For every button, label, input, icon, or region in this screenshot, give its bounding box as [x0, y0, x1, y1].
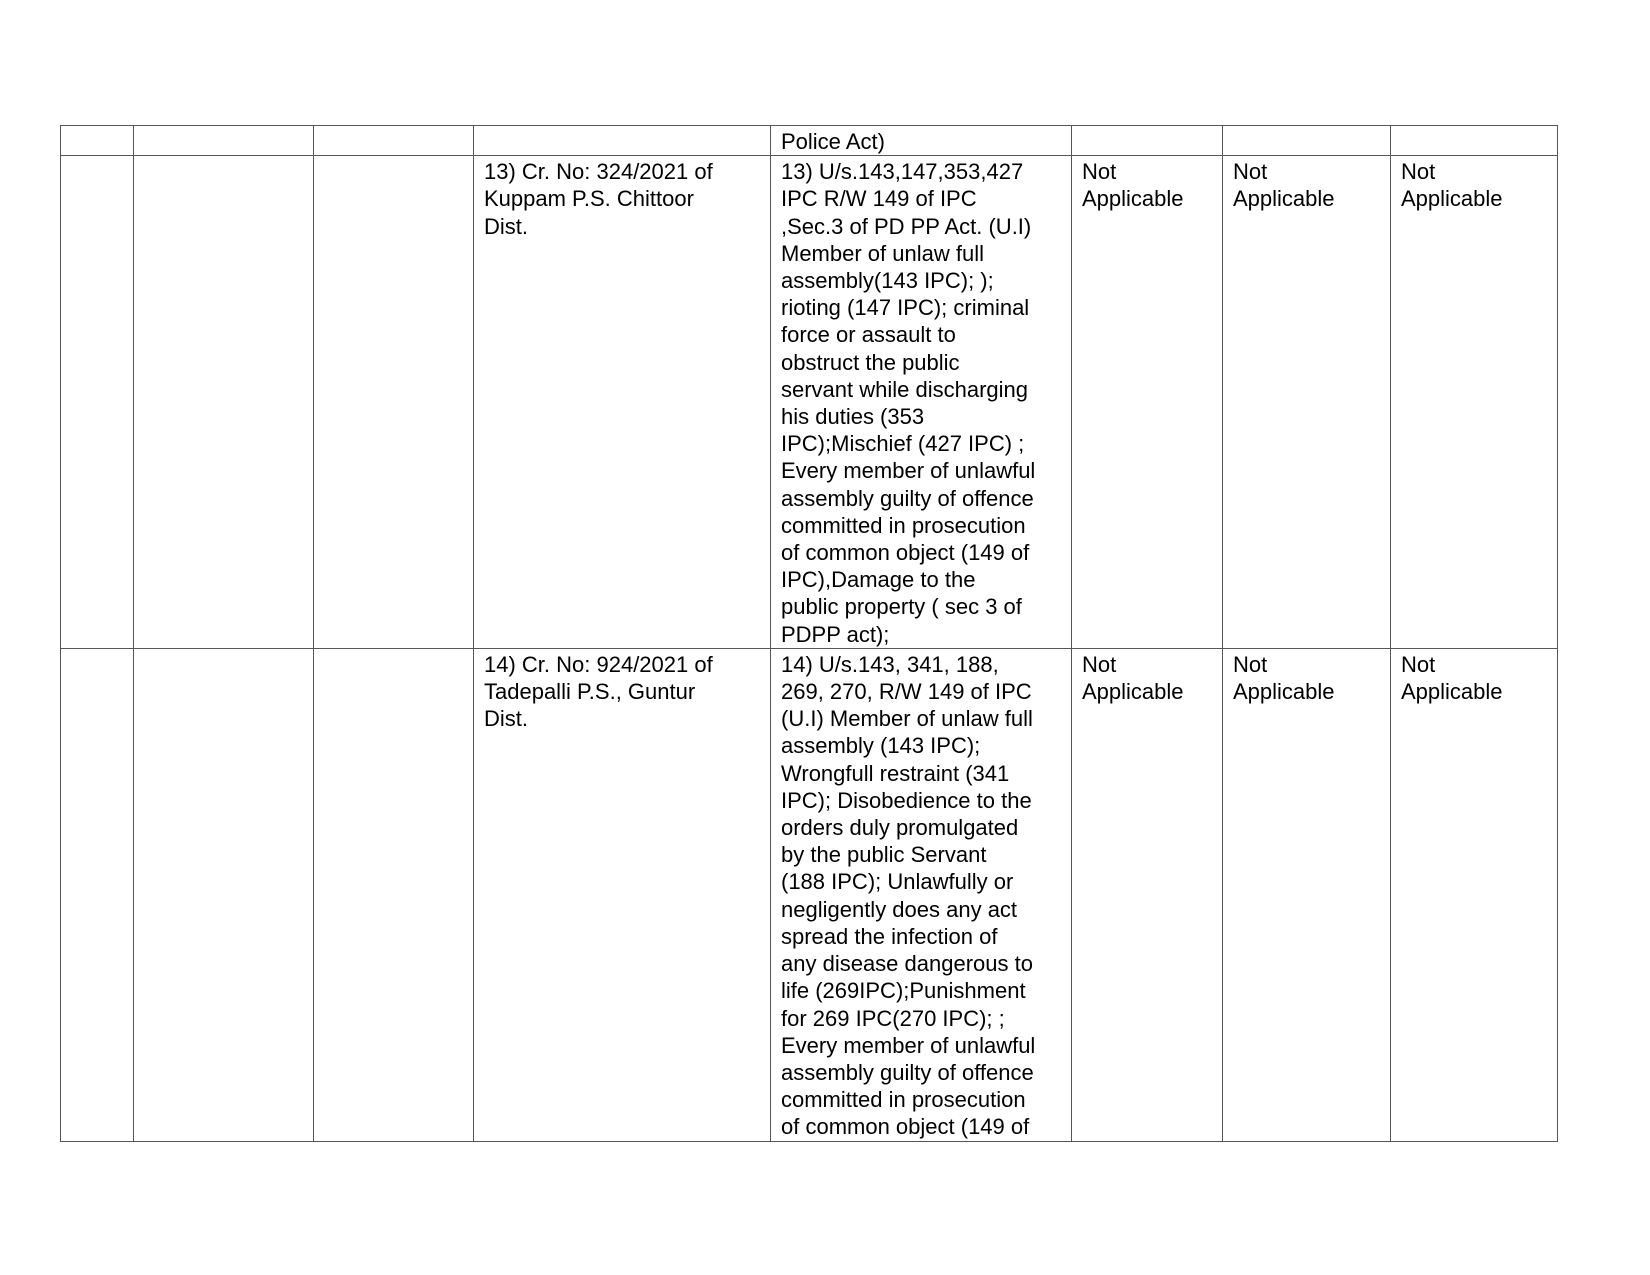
sections-text: 14) U/s.143, 341, 188, 269, 270, R/W 149 of IPC (U.I) Member of unlaw full assembly (143 IPC); Wrongfull restraint (341 IPC); Disobedience to the orders duly promulgated by the public Servant (188 IPC); Unlawfully or negligently does any act spread the infection of any disease dangerous to life (269IPC);Punishment for 269 IPC(270 IPC); ; Every member of unlawful assembly guilty of offence committed in prosecution of common object (149 of — [781, 651, 1036, 1140]
sections-cell — [771, 156, 1072, 649]
status-text-3: Not Applicable — [1401, 159, 1503, 212]
name-cell — [134, 156, 314, 649]
status-cell-2 — [1223, 126, 1391, 156]
status-cell-1 — [1072, 648, 1223, 1141]
name-cell — [134, 648, 314, 1141]
status-cell-3 — [1391, 156, 1558, 649]
sl-no-cell — [61, 126, 134, 156]
status-cell-3 — [1391, 126, 1558, 156]
sections-text: 13) U/s.143,147,353,427 IPC R/W 149 of IPC ,Sec.3 of PD PP Act. (U.I) Member of unlaw full assembly(143 IPC); ); rioting (147 IPC); criminal force or assault to obstruct the public servant while discharging his duties (353 IPC);Mischief (427 IPC) ; Every member of unlawful assembly guilty of offence committed in prosecution of common object (149 of IPC),Damage to the public property ( sec 3 of PDPP act); — [781, 159, 1036, 647]
sl-no-cell — [61, 156, 134, 649]
status-text-1: Not Applicable — [1082, 159, 1184, 212]
table-row — [61, 648, 1558, 1141]
details-cell — [314, 126, 474, 156]
case-number-text: 13) Cr. No: 324/2021 of Kuppam P.S. Chittoor Dist. — [484, 159, 713, 239]
status-text-3: Not Applicable — [1401, 651, 1503, 705]
status-text-1: Not Applicable — [1082, 651, 1184, 705]
status-text-2: Not Applicable — [1233, 159, 1335, 212]
status-cell-1 — [1072, 126, 1223, 156]
case-number-cell — [474, 648, 771, 1141]
sections-cell — [771, 126, 1072, 156]
status-cell-3 — [1391, 648, 1558, 1141]
sections-text: Police Act) — [781, 129, 885, 154]
case-number-cell — [474, 126, 771, 156]
sl-no-cell — [61, 648, 134, 1141]
case-number-cell — [474, 156, 771, 649]
document-table — [60, 125, 1558, 1142]
table-row — [61, 156, 1558, 649]
status-cell-2 — [1223, 648, 1391, 1141]
status-cell-1 — [1072, 156, 1223, 649]
sections-cell — [771, 648, 1072, 1141]
status-text-2: Not Applicable — [1233, 651, 1335, 705]
name-cell — [134, 126, 314, 156]
case-number-text: 14) Cr. No: 924/2021 of Tadepalli P.S., Guntur Dist. — [484, 651, 713, 732]
details-cell — [314, 156, 474, 649]
details-cell — [314, 648, 474, 1141]
table-row — [61, 126, 1558, 156]
status-cell-2 — [1223, 156, 1391, 649]
